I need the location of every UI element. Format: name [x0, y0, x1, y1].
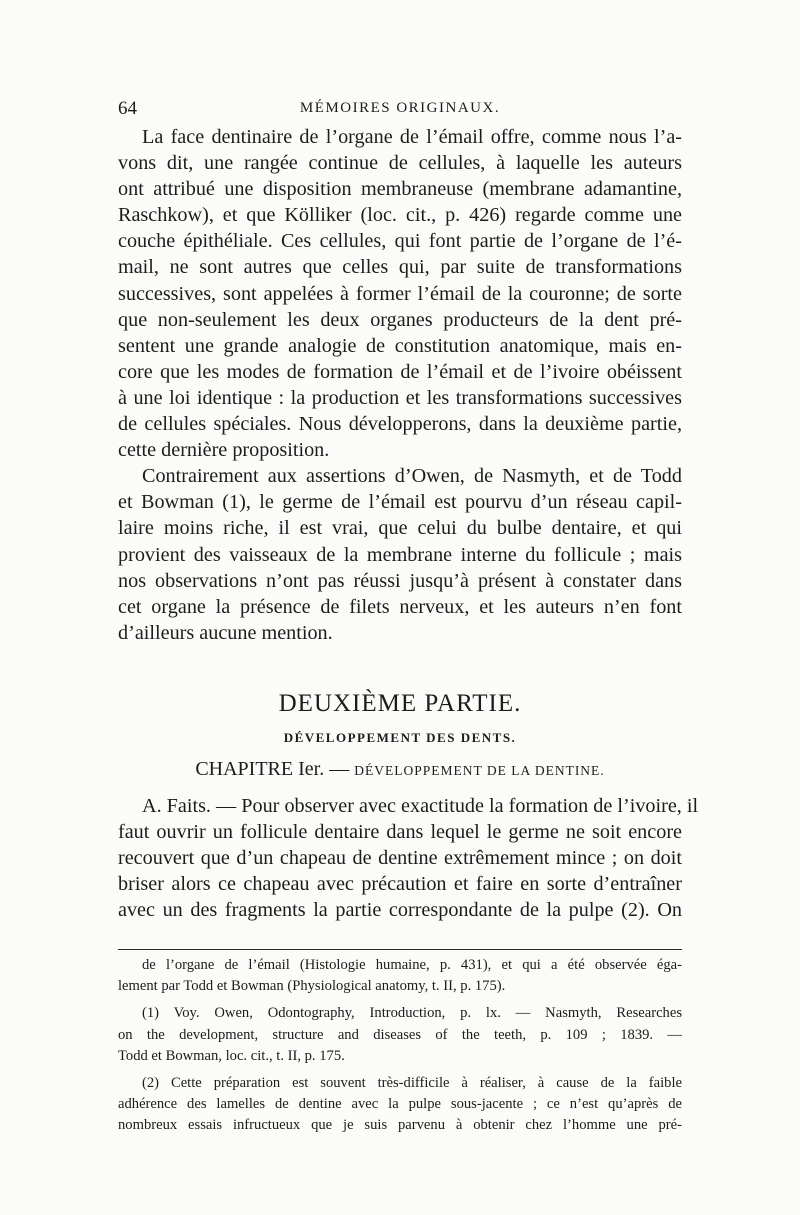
text-line: laire moins riche, il est vrai, que celui du bulbe dentaire, et qui: [118, 517, 682, 540]
footnote-line: Todd et Bowman, loc. cit., t. II, p. 175.: [118, 1047, 345, 1064]
text-line: que non-seulement les deux organes producteurs de la dent pré-: [118, 308, 682, 331]
footnote-line: lement par Todd et Bowman (Physiological anatomy, t. II, p. 175).: [118, 978, 506, 995]
text-line: nos observations n’ont pas réussi jusqu’à présent à constater dans: [118, 569, 682, 592]
text-line: briser alors ce chapeau avec précaution et faire en sorte d’entraîner: [118, 873, 682, 896]
text-line: faut ouvrir un follicule dentaire dans lequel le germe ne soit encore: [118, 821, 682, 844]
text-line: ont attribué une disposition membraneuse (membrane adamantine,: [118, 178, 682, 201]
text-line: cette dernière proposition.: [118, 439, 330, 462]
footnote-line: de l’organe de l’émail (Histologie humaine, p. 431), et qui a été observée éga-: [142, 957, 682, 973]
text-line: et Bowman (1), le germe de l’émail est pourvu d’un réseau capil-: [118, 491, 682, 514]
footnote: [118, 1073, 682, 1137]
text-line: avec un des fragments la partie correspondante de la pulpe (2). On: [118, 899, 682, 922]
page-number: 64: [118, 98, 137, 119]
text-line: de cellules spéciales. Nous développerons, dans la deuxième partie,: [118, 413, 682, 436]
footnote-line: (2) Cette préparation est souvent très-difficile à réaliser, à cause de la faible: [142, 1074, 682, 1091]
text-line: La face dentinaire de l’organe de l’émail offre, comme nous l’a-: [142, 126, 682, 148]
text-line: à une loi identique : la production et les transformations successives: [118, 386, 682, 409]
text-line: mail, ne sont autres que celles qui, par suite de transformations: [118, 256, 682, 279]
footnote: [118, 1003, 682, 1067]
text-line: A. Faits. — Pour observer avec exactitude la formation de l’ivoire, il: [142, 795, 699, 817]
footnote-line: nombreux essais infructueux que je suis parvenu à obtenir chez l’homme une pré-: [118, 1117, 682, 1134]
text-line: sentent une grande analogie de constitution anatomique, mais en-: [118, 334, 682, 357]
footnote: [118, 955, 682, 997]
text-line: d’ailleurs aucune mention.: [118, 621, 333, 644]
text-line: Contrairement aux assertions d’Owen, de Nasmyth, et de Todd: [142, 465, 682, 488]
text-line: couche épithéliale. Ces cellules, qui font partie de l’organe de l’é-: [118, 230, 682, 253]
chapter-title: DÉVELOPPEMENT DE LA DENTINE.: [354, 763, 605, 778]
footnote-line: (1) Voy. Owen, Odontography, Introduction, p. lx. — Nasmyth, Researches: [142, 1005, 682, 1022]
footnote-line: on the development, structure and diseases of the teeth, p. 109 ; 1839. —: [118, 1026, 682, 1043]
footnote-line: adhérence des lamelles de dentine avec la pulpe sous-jacente ; ce n’est qu’après de: [118, 1096, 682, 1113]
main-text: [118, 124, 682, 646]
footnote-rule: [118, 949, 682, 950]
text-line: cet organe la présence de filets nerveux, et les auteurs n’en font: [118, 595, 682, 618]
text-line: vons dit, une rangée continue de cellules, à laquelle les auteurs: [118, 152, 682, 175]
text-line: Raschkow), et que Kölliker (loc. cit., p. 426) regarde comme une: [118, 204, 682, 227]
text-line: recouvert que d’un chapeau de dentine extrêmement mince ; on doit: [118, 847, 682, 870]
text-line: provient des vaisseaux de la membrane interne du follicule ; mais: [118, 543, 682, 566]
footnotes: [118, 955, 682, 1137]
part-subtitle: DÉVELOPPEMENT DES DENTS.: [283, 730, 517, 745]
running-title: MÉMOIRES ORIGINAUX.: [299, 100, 501, 116]
chapter-heading: [118, 758, 682, 781]
text-line: core que les modes de formation de l’émail et de l’ivoire obéissent: [118, 360, 682, 383]
chapter-dash: —: [324, 758, 355, 780]
text-line: successives, sont appelées à former l’émail de la couronne; de sorte: [118, 282, 682, 305]
section-text: [118, 793, 699, 923]
part-title: DEUXIÈME PARTIE.: [278, 690, 522, 717]
chapter-number: CHAPITRE Ier.: [195, 758, 325, 780]
page-header: [118, 98, 682, 122]
